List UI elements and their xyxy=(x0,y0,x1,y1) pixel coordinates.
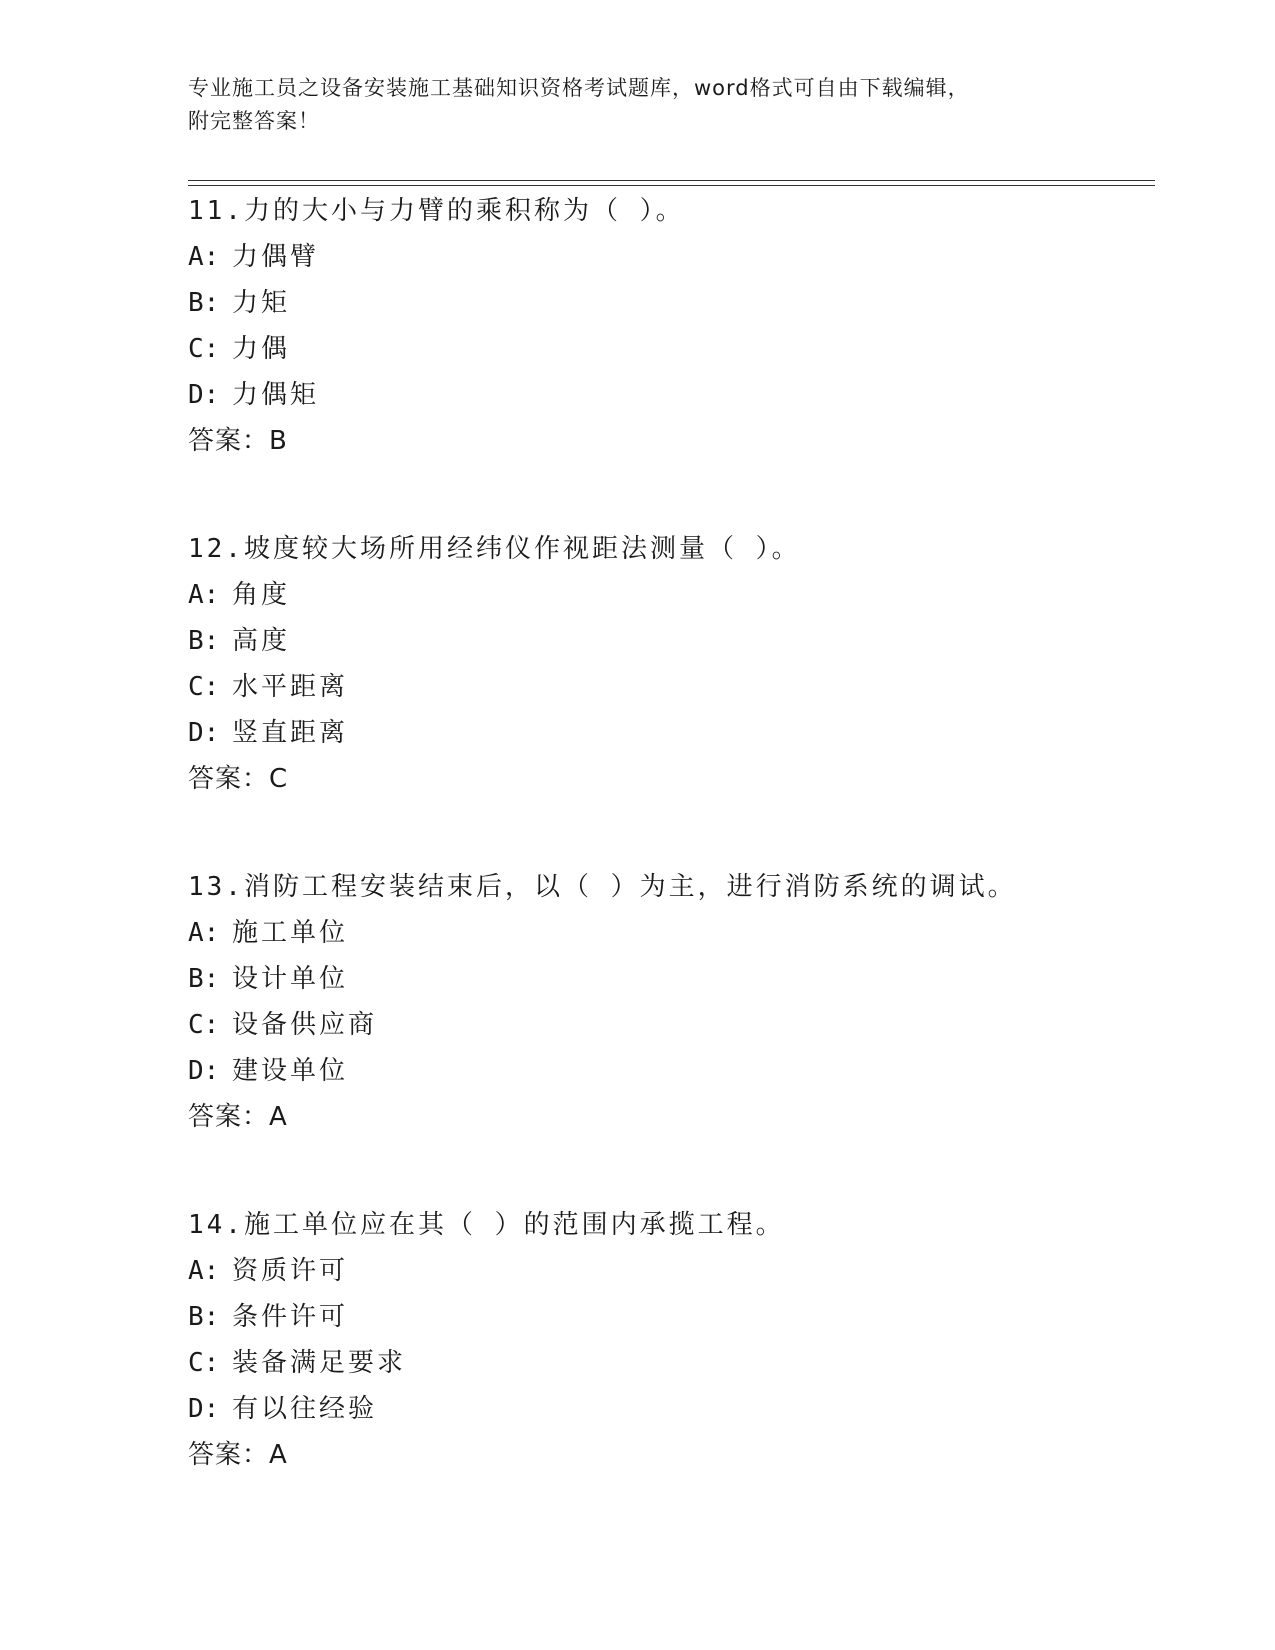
option-c xyxy=(188,1002,1148,1048)
option-letter: C: xyxy=(188,672,220,702)
option-a xyxy=(188,234,1148,280)
option-text: 条件许可 xyxy=(232,1302,349,1332)
option-text: 有以往经验 xyxy=(232,1394,378,1424)
option-text: 水平距离 xyxy=(232,672,349,702)
option-text: 角度 xyxy=(232,580,291,610)
option-d xyxy=(188,1048,1148,1094)
question-14 xyxy=(188,1202,1148,1478)
option-letter: C: xyxy=(188,1348,220,1378)
option-text: 设计单位 xyxy=(232,964,349,994)
document-header xyxy=(188,72,1068,138)
option-text: 力偶矩 xyxy=(232,380,320,410)
option-text: 力偶 xyxy=(232,334,291,364)
option-text: 竖直距离 xyxy=(232,718,349,748)
option-letter: A: xyxy=(188,918,220,948)
option-letter: D: xyxy=(188,1394,220,1424)
option-letter: D: xyxy=(188,718,220,748)
answer-line: 答案：A xyxy=(188,1102,288,1132)
option-letter: B: xyxy=(188,964,220,994)
option-b xyxy=(188,956,1148,1002)
header-divider-bottom xyxy=(188,185,1155,186)
option-c xyxy=(188,326,1148,372)
header-line-2: 附完整答案！ xyxy=(188,109,320,133)
option-d xyxy=(188,372,1148,418)
question-12 xyxy=(188,526,1148,802)
option-c xyxy=(188,1340,1148,1386)
question-stem: 13.消防工程安装结束后，以（ ）为主，进行消防系统的调试。 xyxy=(188,872,1017,902)
option-b xyxy=(188,1294,1148,1340)
option-b xyxy=(188,280,1148,326)
option-text: 高度 xyxy=(232,626,291,656)
answer-line: 答案：A xyxy=(188,1440,288,1470)
option-text: 施工单位 xyxy=(232,918,349,948)
option-text: 力矩 xyxy=(232,288,291,318)
question-stem: 14.施工单位应在其（ ）的范围内承揽工程。 xyxy=(188,1210,785,1240)
option-letter: C: xyxy=(188,1010,220,1040)
option-text: 设备供应商 xyxy=(232,1010,378,1040)
answer-line: 答案：B xyxy=(188,426,288,456)
option-text: 资质许可 xyxy=(232,1256,349,1286)
option-letter: A: xyxy=(188,580,220,610)
option-b xyxy=(188,618,1148,664)
option-text: 力偶臂 xyxy=(232,242,320,272)
option-a xyxy=(188,1248,1148,1294)
option-letter: D: xyxy=(188,380,220,410)
option-text: 建设单位 xyxy=(232,1056,349,1086)
option-letter: D: xyxy=(188,1056,220,1086)
option-d xyxy=(188,1386,1148,1432)
option-letter: C: xyxy=(188,334,220,364)
answer-line: 答案：C xyxy=(188,764,289,794)
option-letter: B: xyxy=(188,288,220,318)
header-divider-top xyxy=(188,180,1155,181)
option-text: 装备满足要求 xyxy=(232,1348,407,1378)
option-letter: B: xyxy=(188,1302,220,1332)
option-letter: A: xyxy=(188,242,220,272)
option-a xyxy=(188,910,1148,956)
option-d xyxy=(188,710,1148,756)
option-letter: B: xyxy=(188,626,220,656)
option-a xyxy=(188,572,1148,618)
question-stem: 11.力的大小与力臂的乘积称为（ ）。 xyxy=(188,196,685,226)
question-11 xyxy=(188,188,1148,464)
question-stem: 12.坡度较大场所用经纬仪作视距法测量（ ）。 xyxy=(188,534,801,564)
question-list xyxy=(188,188,1148,1478)
question-13 xyxy=(188,864,1148,1140)
header-line-1: 专业施工员之设备安装施工基础知识资格考试题库，word格式可自由下载编辑， xyxy=(188,76,970,100)
option-c xyxy=(188,664,1148,710)
option-letter: A: xyxy=(188,1256,220,1286)
